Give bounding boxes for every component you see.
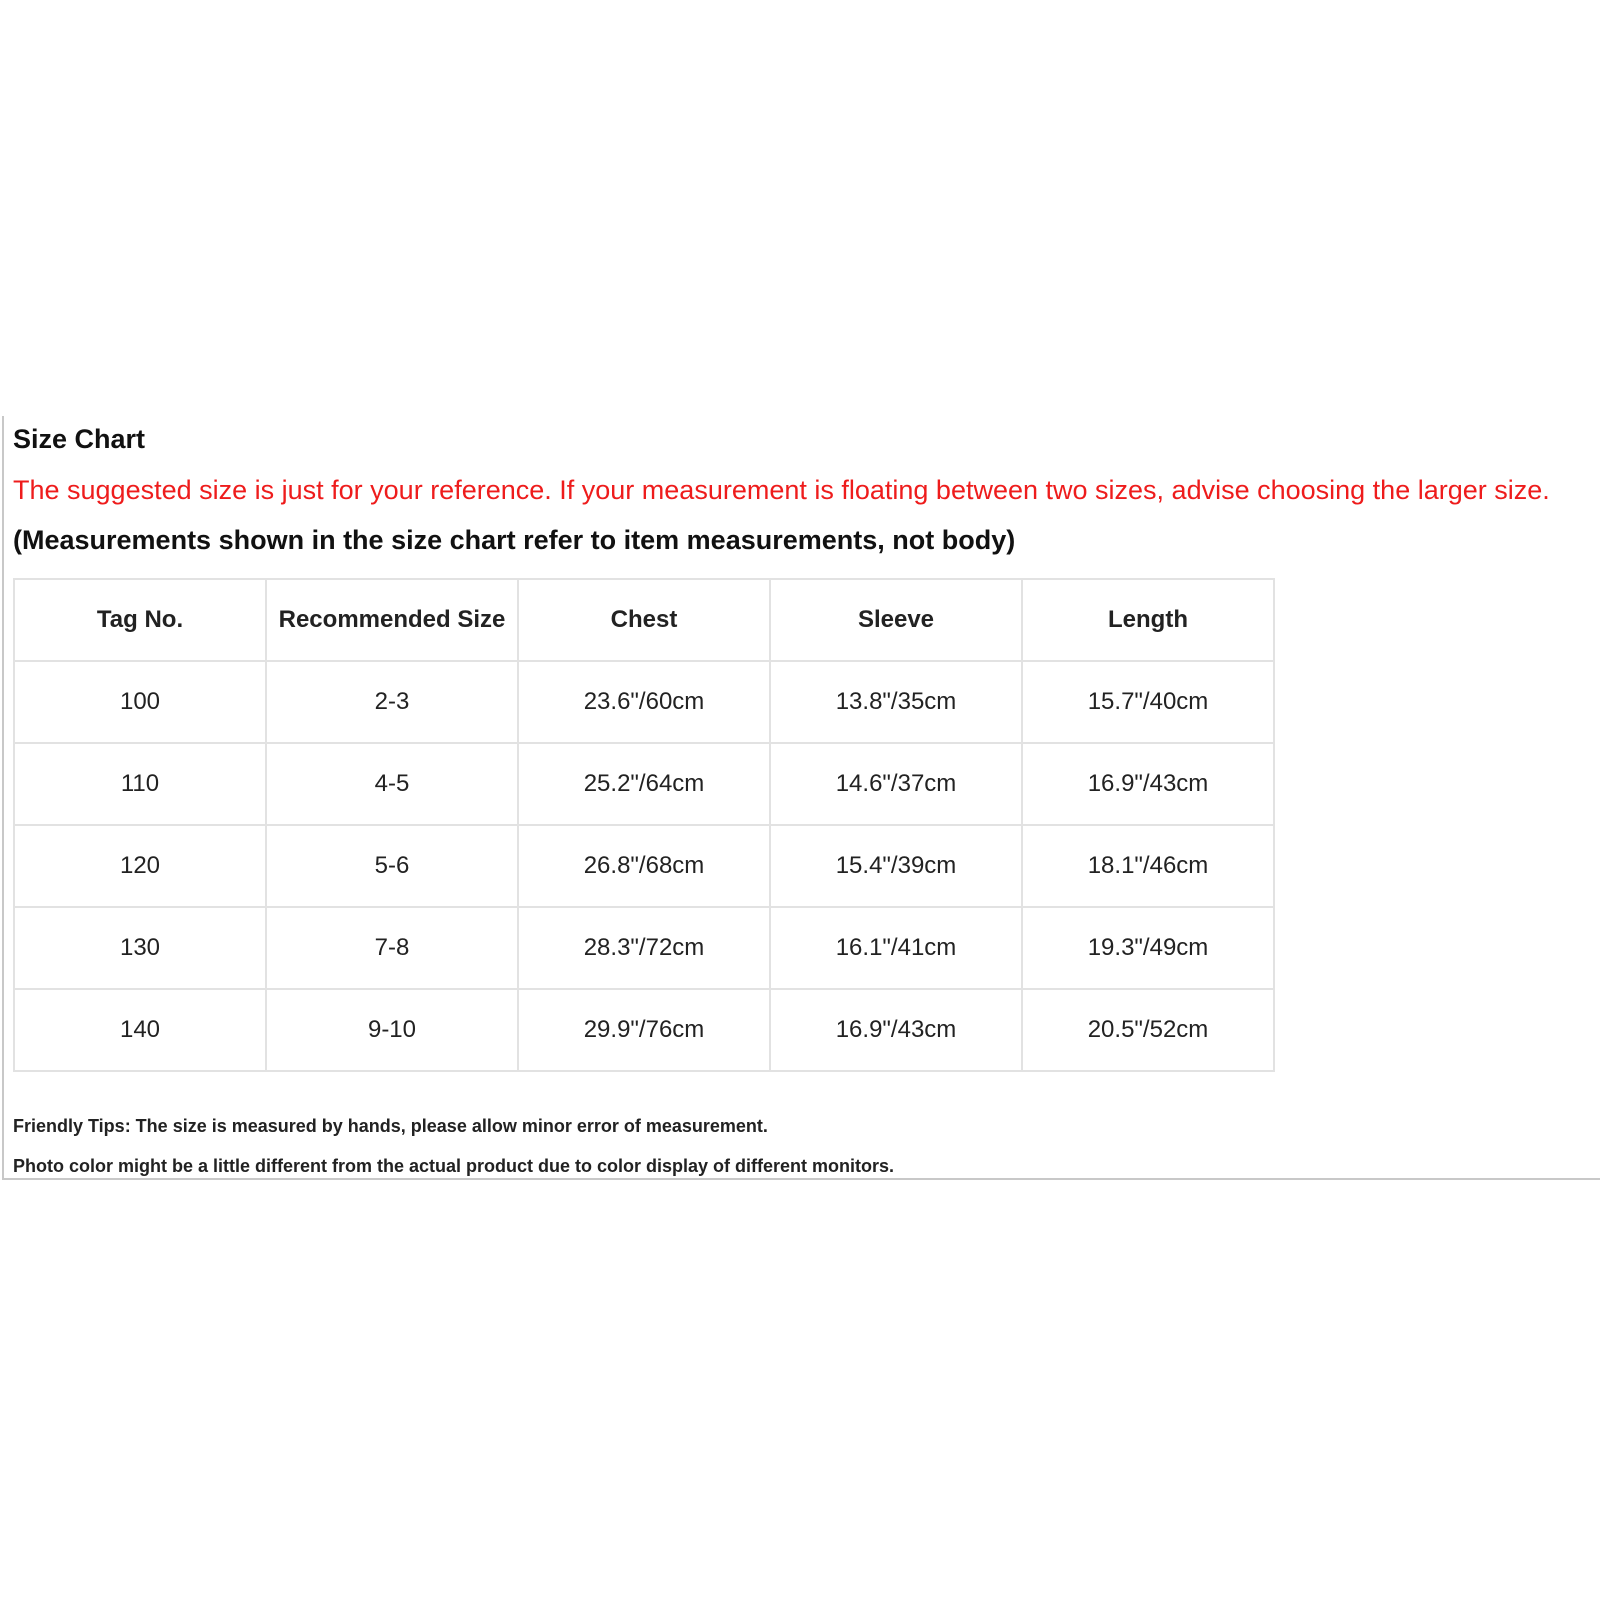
page-title: Size Chart [13,424,146,454]
cell-recommended-size: 5-6 [266,825,518,907]
table-row [14,743,1274,825]
header-length: Length [1022,579,1274,661]
table-row [14,907,1274,989]
header-recommended-size: Recommended Size [266,579,518,661]
size-notice: The suggested size is just for your reference. If your measurement is floating between two sizes, advise choosing the larger size. [13,475,1550,505]
cell-length: 19.3"/49cm [1022,907,1274,989]
cell-length: 16.9"/43cm [1022,743,1274,825]
cell-sleeve: 16.9"/43cm [770,989,1022,1071]
cell-recommended-size: 9-10 [266,989,518,1071]
cell-recommended-size: 4-5 [266,743,518,825]
header-sleeve: Sleeve [770,579,1022,661]
size-chart-panel [2,416,1600,1180]
header-chest: Chest [518,579,770,661]
table-row [14,825,1274,907]
cell-tag-no: 120 [14,825,266,907]
table-row [14,989,1274,1071]
cell-recommended-size: 7-8 [266,907,518,989]
header-tag-no: Tag No. [14,579,266,661]
friendly-tip: Friendly Tips: The size is measured by hands, please allow minor error of measurement. [13,1116,768,1136]
cell-length: 20.5"/52cm [1022,989,1274,1071]
table-header-row [14,579,1274,661]
cell-chest: 25.2"/64cm [518,743,770,825]
cell-sleeve: 16.1"/41cm [770,907,1022,989]
cell-chest: 28.3"/72cm [518,907,770,989]
cell-chest: 26.8"/68cm [518,825,770,907]
cell-sleeve: 14.6"/37cm [770,743,1022,825]
color-disclaimer: Photo color might be a little different from the actual product due to color display of different monitors. [13,1156,895,1176]
cell-chest: 29.9"/76cm [518,989,770,1071]
table-row [14,661,1274,743]
cell-sleeve: 13.8"/35cm [770,661,1022,743]
cell-tag-no: 110 [14,743,266,825]
cell-chest: 23.6"/60cm [518,661,770,743]
measurement-note: (Measurements shown in the size chart refer to item measurements, not body) [13,525,1016,555]
cell-tag-no: 140 [14,989,266,1071]
cell-sleeve: 15.4"/39cm [770,825,1022,907]
size-table [13,578,1275,1072]
cell-tag-no: 130 [14,907,266,989]
cell-length: 18.1"/46cm [1022,825,1274,907]
cell-length: 15.7"/40cm [1022,661,1274,743]
cell-tag-no: 100 [14,661,266,743]
cell-recommended-size: 2-3 [266,661,518,743]
